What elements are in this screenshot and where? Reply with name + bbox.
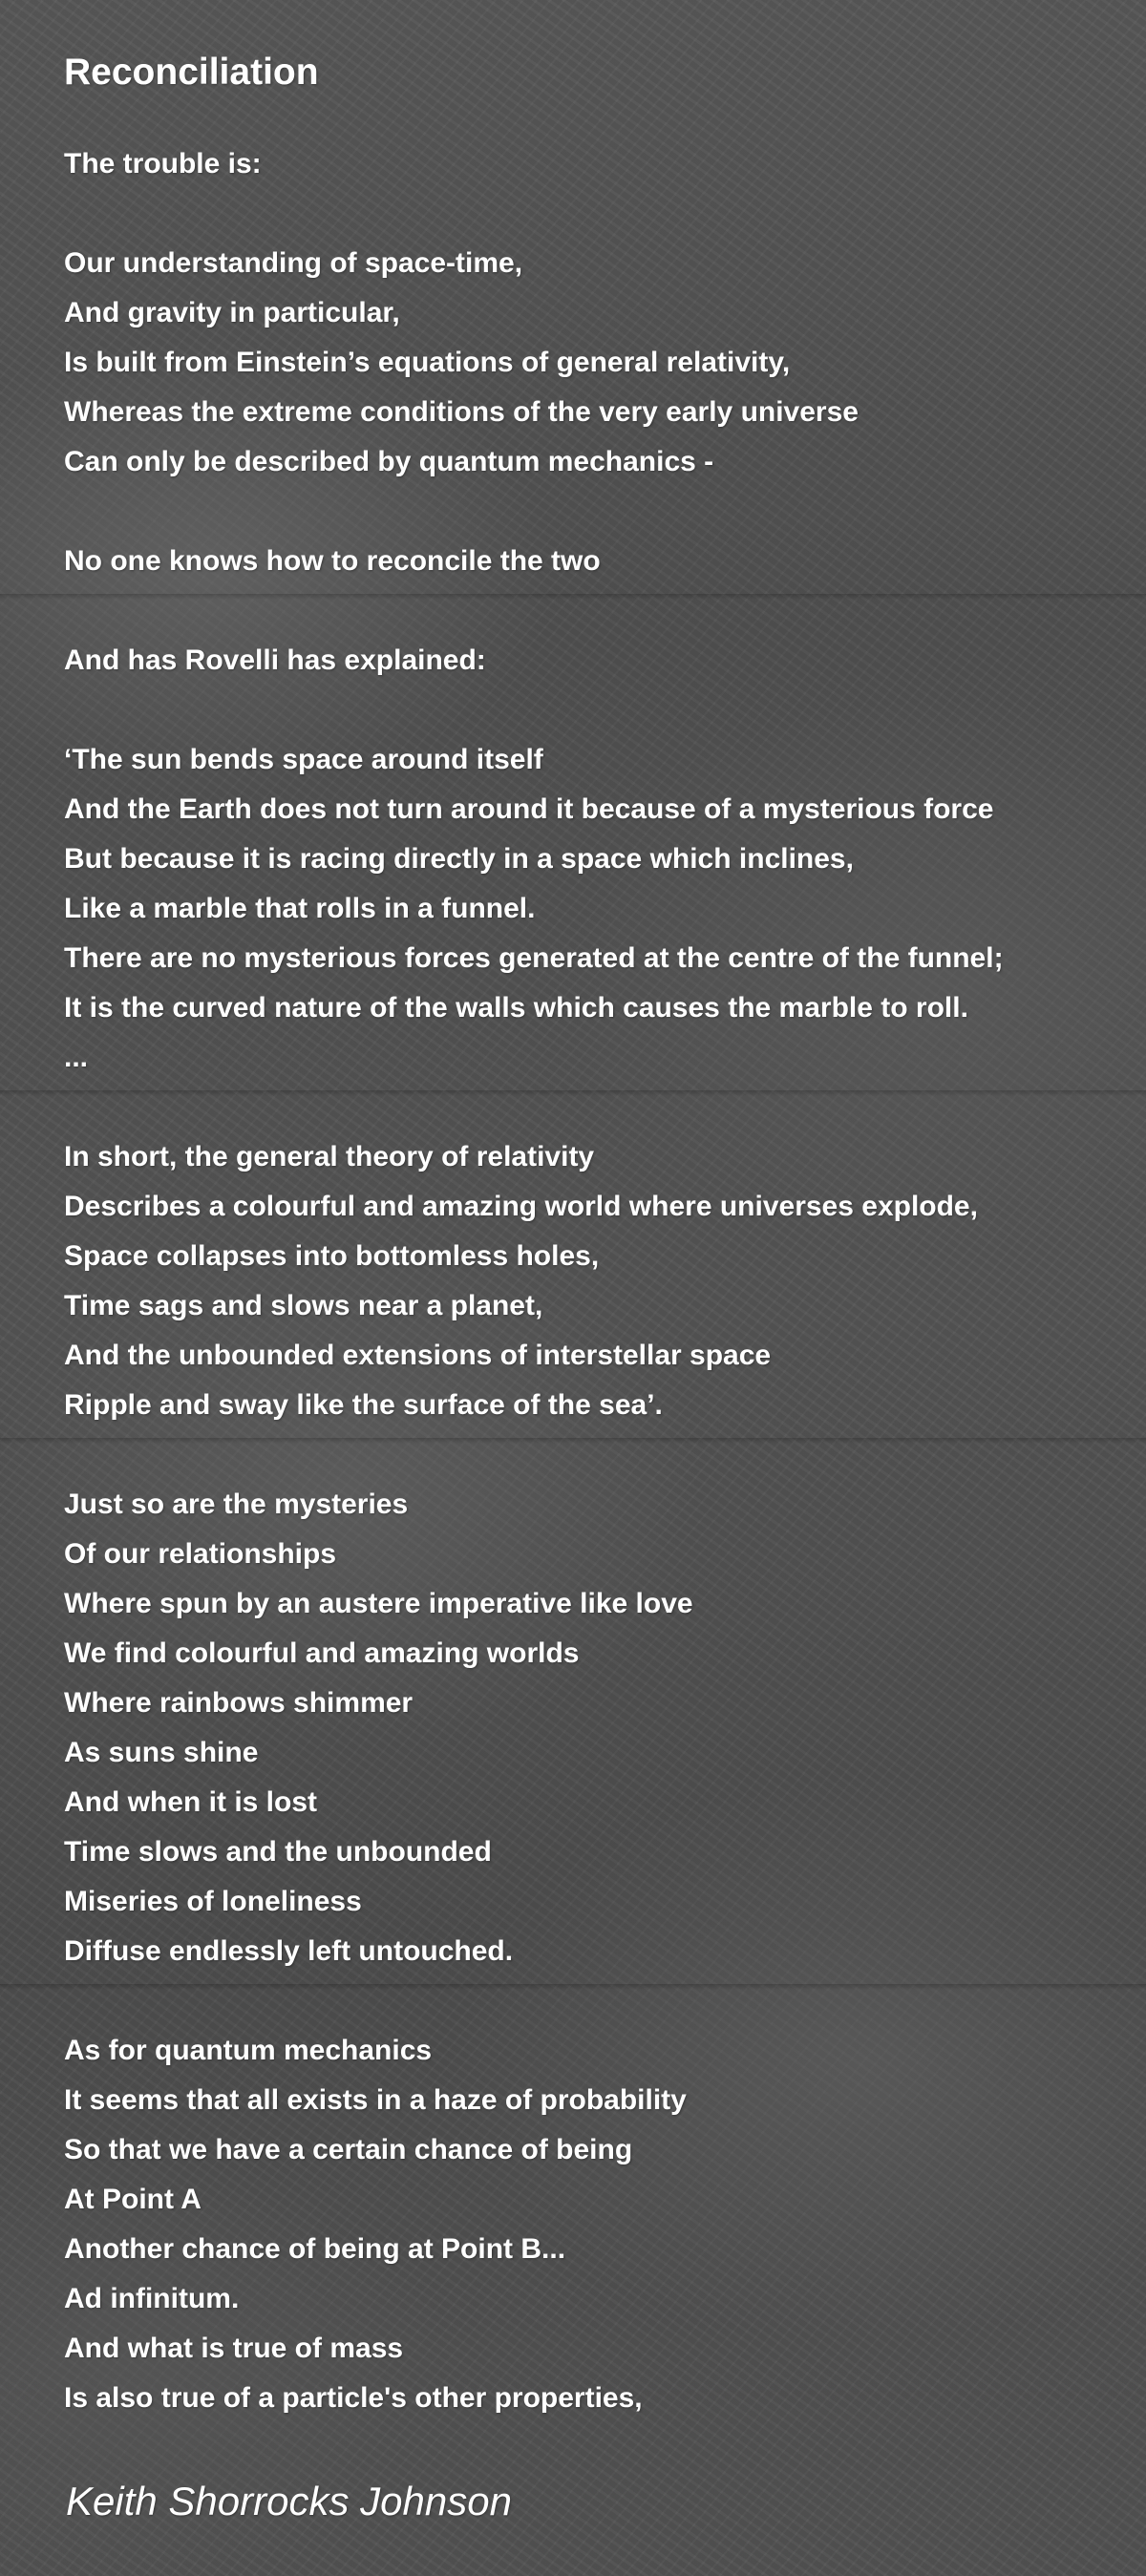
- poem-line: We find colourful and amazing worlds: [64, 1637, 580, 1669]
- poem-line: Like a marble that rolls in a funnel.: [64, 893, 536, 924]
- poem-line: Is also true of a particle's other properties,: [64, 2382, 643, 2414]
- poem-line: And gravity in particular,: [64, 297, 400, 328]
- poem-content: [64, 46, 1114, 2414]
- poem-stanza-break: [64, 1976, 1004, 2026]
- poem-line: Is built from Einstein’s equations of general relativity,: [64, 347, 791, 378]
- poem-body: [64, 139, 1004, 2423]
- poem-line: Our understanding of space-time,: [64, 247, 523, 279]
- poem-stanza-break: [64, 487, 1004, 537]
- poem-line: At Point A: [64, 2184, 202, 2215]
- poem-line: Of our relationships: [64, 1538, 337, 1570]
- poem-line: And has Rovelli has explained:: [64, 644, 486, 676]
- poem-line: Diffuse endlessly left untouched.: [64, 1935, 514, 1967]
- poem-line: And when it is lost: [64, 1786, 318, 1818]
- poem-line: Whereas the extreme conditions of the very early universe: [64, 396, 859, 428]
- poem-line: As suns shine: [64, 1737, 259, 1768]
- poem-line: So that we have a certain chance of being: [64, 2134, 633, 2165]
- poem-line: Another chance of being at Point B...: [64, 2233, 566, 2265]
- poem-line: And what is true of mass: [64, 2333, 404, 2364]
- poem-line: Ripple and sway like the surface of the sea’.: [64, 1389, 663, 1421]
- poem-line: Time slows and the unbounded: [64, 1836, 492, 1868]
- poem-stanza-break: [64, 1430, 1004, 1480]
- poem-title: Reconciliation: [64, 52, 319, 93]
- poem-line: Can only be described by quantum mechanics -: [64, 446, 714, 477]
- poem-line: It seems that all exists in a haze of probability: [64, 2084, 687, 2116]
- poem-line: As for quantum mechanics: [64, 2035, 433, 2066]
- poem-author: Keith Shorrocks Johnson: [66, 2479, 512, 2523]
- poem-line: There are no mysterious forces generated at the centre of the funnel;: [64, 942, 1004, 974]
- poem-line: Describes a colourful and amazing world where universes explode,: [64, 1191, 978, 1222]
- poem-line: Miseries of loneliness: [64, 1886, 362, 1917]
- poem-stanza-break: [64, 586, 1004, 636]
- poem-stanza-break: [64, 686, 1004, 735]
- poem-line: Time sags and slows near a planet,: [64, 1290, 543, 1321]
- poem-stanza-break: [64, 189, 1004, 239]
- poem-line: Where spun by an austere imperative like love: [64, 1588, 693, 1619]
- poem-line: No one knows how to reconcile the two: [64, 545, 601, 577]
- poem-line: ‘The sun bends space around itself: [64, 744, 543, 775]
- poem-line: Just so are the mysteries: [64, 1489, 409, 1520]
- poem-line: Ad infinitum.: [64, 2283, 240, 2314]
- poem-line: But because it is racing directly in a space which inclines,: [64, 843, 854, 875]
- poem-line: And the unbounded extensions of interstellar space: [64, 1340, 772, 1371]
- poem-line: ...: [64, 1042, 89, 1073]
- poem-line: Where rainbows shimmer: [64, 1687, 414, 1719]
- poem-line: It is the curved nature of the walls which causes the marble to roll.: [64, 992, 968, 1024]
- poem-line: Space collapses into bottomless holes,: [64, 1240, 600, 1272]
- poem-line: In short, the general theory of relativity: [64, 1141, 595, 1172]
- poem-line: And the Earth does not turn around it because of a mysterious force: [64, 793, 994, 825]
- poem-stanza-break: [64, 1083, 1004, 1132]
- poem-line: The trouble is:: [64, 148, 262, 179]
